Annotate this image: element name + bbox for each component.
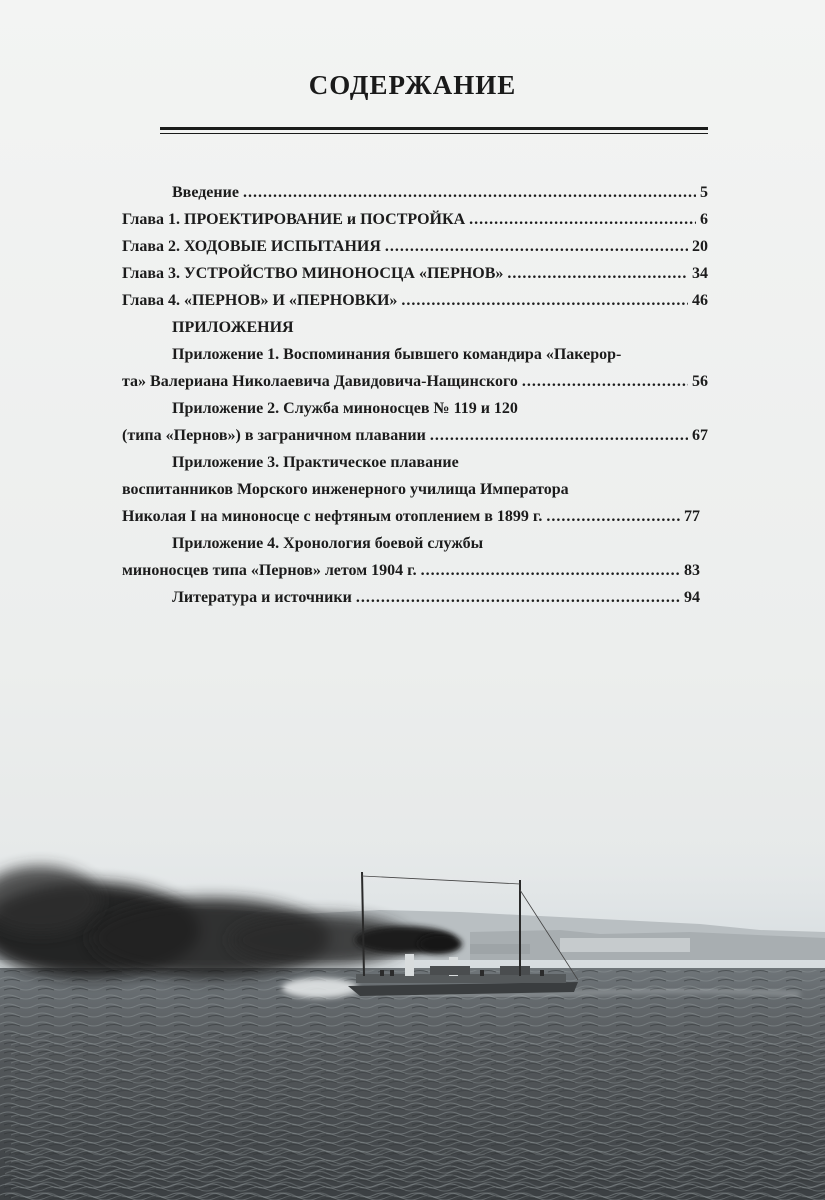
appendices-heading: ПРИЛОЖЕНИЯ bbox=[172, 319, 294, 336]
toc-page-number: 46 bbox=[692, 292, 708, 309]
toc-entry-chapter-1[interactable] bbox=[122, 207, 708, 233]
toc-entry-chapter-4[interactable] bbox=[122, 288, 708, 314]
toc-entry-appendix-3[interactable] bbox=[122, 504, 700, 530]
leader-dots bbox=[356, 585, 680, 611]
toc-page-number: 94 bbox=[684, 589, 700, 606]
toc-page-number: 6 bbox=[700, 211, 708, 228]
leader-dots bbox=[507, 261, 688, 287]
toc-entry-appendix-4-line-1[interactable]: Приложение 4. Хронология боевой службы bbox=[172, 535, 484, 552]
toc-page-number: 77 bbox=[684, 508, 700, 525]
toc-entry-title: Литература и источники bbox=[172, 589, 352, 606]
leader-dots bbox=[401, 288, 688, 314]
toc-page-number: 67 bbox=[692, 427, 708, 444]
toc-page-number: 56 bbox=[692, 373, 708, 390]
bow-spray bbox=[282, 978, 358, 998]
leader-dots bbox=[546, 504, 680, 530]
title-rule-thin bbox=[160, 133, 708, 134]
toc-entry-appendix-1[interactable] bbox=[122, 369, 708, 395]
leader-dots bbox=[522, 369, 688, 395]
toc-entry-literature[interactable] bbox=[172, 585, 700, 611]
leader-dots bbox=[430, 423, 688, 449]
toc-entry-chapter-3[interactable] bbox=[122, 261, 708, 287]
toc-entry-appendix-2[interactable] bbox=[122, 423, 708, 449]
toc-entry-title: та» Валериана Николаевича Давидовича-Нащинского bbox=[122, 373, 518, 390]
toc-entry-intro[interactable] bbox=[172, 180, 708, 206]
toc-entry-title: Глава 2. ХОДОВЫЕ ИСПЫТАНИЯ bbox=[122, 238, 381, 255]
toc-page-number: 5 bbox=[700, 184, 708, 201]
toc-entry-appendix-1-line-1[interactable]: Приложение 1. Воспоминания бывшего командира «Пакерор- bbox=[172, 346, 622, 363]
toc-entry-title: Введение bbox=[172, 184, 239, 201]
toc-entry-title: Глава 3. УСТРОЙСТВО МИНОНОСЦА «ПЕРНОВ» bbox=[122, 265, 504, 282]
toc-page-number: 20 bbox=[692, 238, 708, 255]
toc-entry-chapter-2[interactable] bbox=[122, 234, 708, 260]
toc-page-number: 34 bbox=[692, 265, 708, 282]
leader-dots bbox=[421, 558, 680, 584]
toc-entry-appendix-4[interactable] bbox=[122, 558, 700, 584]
toc-entry-appendix-3-line-2[interactable]: воспитанников Морского инженерного училища Императора bbox=[122, 481, 569, 498]
toc-entry-title: (типа «Пернов») в заграничном плавании bbox=[122, 427, 426, 444]
page-title: СОДЕРЖАНИЕ bbox=[308, 70, 517, 100]
toc-entry-appendix-3-line-1[interactable]: Приложение 3. Практическое плавание bbox=[172, 454, 459, 471]
toc-entry-title: миноносцев типа «Пернов» летом 1904 г. bbox=[122, 562, 417, 579]
leader-dots bbox=[469, 207, 696, 233]
leader-dots bbox=[243, 180, 696, 206]
torpedo-boat-photo bbox=[0, 820, 825, 1200]
leader-dots bbox=[385, 234, 688, 260]
toc-entry-title: Глава 4. «ПЕРНОВ» И «ПЕРНОВКИ» bbox=[122, 292, 398, 309]
title-rule-thick bbox=[160, 127, 708, 130]
toc-entry-appendix-2-line-1[interactable]: Приложение 2. Служба миноносцев № 119 и 120 bbox=[172, 400, 518, 417]
toc-page-number: 83 bbox=[684, 562, 700, 579]
toc-entry-title: Глава 1. ПРОЕКТИРОВАНИЕ и ПОСТРОЙКА bbox=[122, 211, 466, 228]
toc-entry-title: Николая I на миноносце с нефтяным отоплением в 1899 г. bbox=[122, 508, 543, 525]
